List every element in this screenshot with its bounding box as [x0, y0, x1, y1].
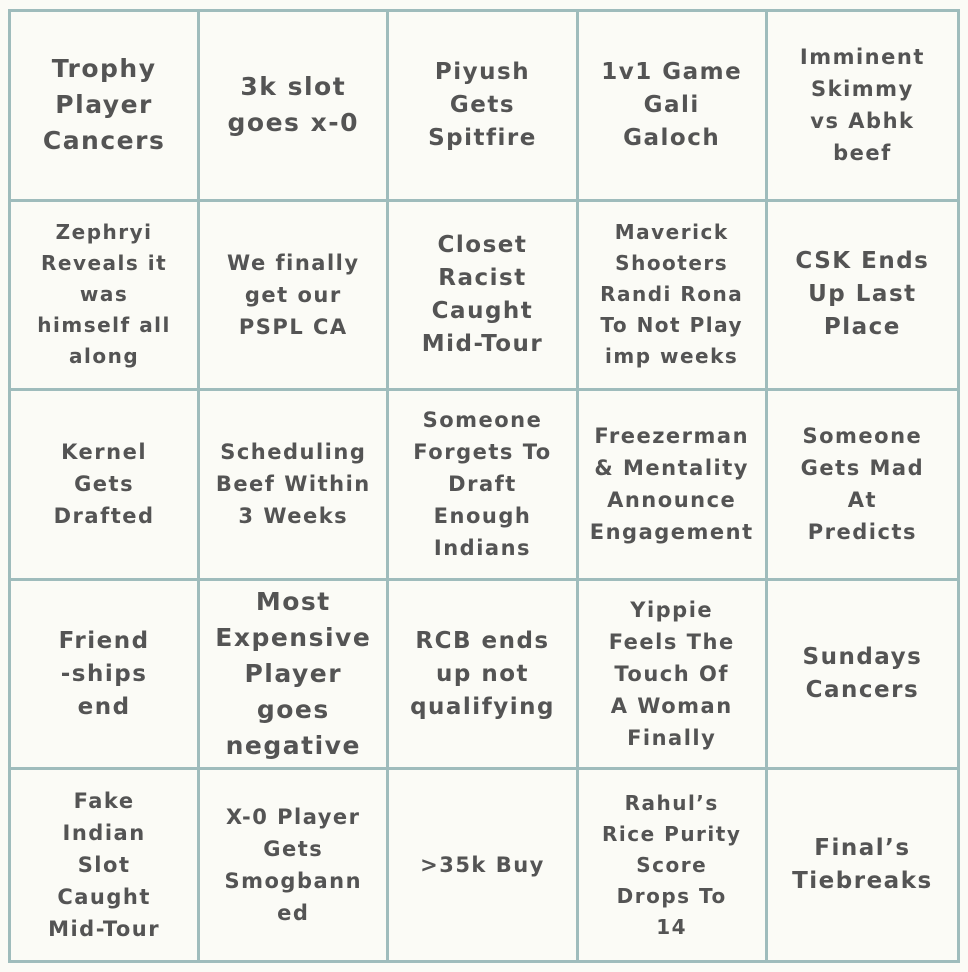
- bingo-cell-r4c4[interactable]: [579, 581, 768, 771]
- bingo-cell-text: Sundays Cancers: [802, 644, 923, 704]
- bingo-cell-r4c2[interactable]: [200, 581, 389, 771]
- bingo-cell-text: Most Expensive Player goes negative: [215, 587, 372, 761]
- bingo-cell-r3c1[interactable]: [11, 391, 200, 581]
- bingo-cell-text: Final’s Tiebreaks: [792, 835, 933, 895]
- bingo-cell-r5c5[interactable]: [768, 770, 957, 960]
- bingo-cell-r3c4[interactable]: [579, 391, 768, 581]
- bingo-cell-text: 3k slot goes x-0: [227, 72, 360, 138]
- bingo-cell-r2c2[interactable]: [200, 202, 389, 392]
- bingo-cell-r1c4[interactable]: [579, 12, 768, 202]
- bingo-cell-r5c2[interactable]: [200, 770, 389, 960]
- bingo-cell-r3c5[interactable]: [768, 391, 957, 581]
- bingo-cell-text: Zephryi Reveals it was himself all along: [37, 220, 171, 369]
- bingo-cell-text: >35k Buy: [420, 853, 545, 878]
- bingo-cell-text: Someone Gets Mad At Predicts: [800, 424, 925, 545]
- bingo-cell-text: X-0 Player Gets Smogbann ed: [224, 805, 363, 926]
- bingo-cell-text: CSK Ends Up Last Place: [795, 248, 930, 341]
- bingo-cell-r3c2[interactable]: [200, 391, 389, 581]
- bingo-cell-r2c3[interactable]: [389, 202, 578, 392]
- bingo-cell-r5c3[interactable]: [389, 770, 578, 960]
- bingo-cell-r4c3[interactable]: [389, 581, 578, 771]
- bingo-cell-text: We finally get our PSPL CA: [227, 250, 360, 339]
- bingo-cell-text: Imminent Skimmy vs Abhk beef: [799, 45, 925, 166]
- bingo-cell-text: Kernel Gets Drafted: [53, 440, 155, 529]
- bingo-cell-text: Rahul’s Rice Purity Score Drops To 14: [602, 790, 742, 939]
- bingo-cell-r4c1[interactable]: [11, 581, 200, 771]
- bingo-cell-text: Friend -ships end: [58, 627, 150, 720]
- bingo-cell-r2c4[interactable]: [579, 202, 768, 392]
- bingo-cell-r4c5[interactable]: [768, 581, 957, 771]
- bingo-board: [8, 9, 960, 963]
- bingo-cell-text: 1v1 Game Gali Galoch: [601, 58, 743, 151]
- bingo-cell-r1c3[interactable]: [389, 12, 578, 202]
- bingo-cell-r2c5[interactable]: [768, 202, 957, 392]
- bingo-cell-text: Fake Indian Slot Caught Mid-Tour: [48, 789, 161, 942]
- bingo-cell-r3c3[interactable]: [389, 391, 578, 581]
- bingo-cell-text: Yippie Feels The Touch Of A Woman Finally: [608, 598, 735, 751]
- bingo-cell-text: Someone Forgets To Draft Enough Indians: [413, 408, 552, 561]
- bingo-cell-r1c5[interactable]: [768, 12, 957, 202]
- bingo-cell-text: Piyush Gets Spitfire: [428, 58, 537, 151]
- bingo-cell-text: Trophy Player Cancers: [42, 54, 166, 156]
- bingo-cell-text: Freezerman & Mentality Announce Engagement: [589, 424, 754, 545]
- bingo-cell-text: RCB ends up not qualifying: [410, 627, 555, 720]
- bingo-cell-r5c1[interactable]: [11, 770, 200, 960]
- bingo-cell-r1c2[interactable]: [200, 12, 389, 202]
- bingo-cell-text: Scheduling Beef Within 3 Weeks: [215, 440, 371, 529]
- bingo-cell-r2c1[interactable]: [11, 202, 200, 392]
- bingo-cell-r5c4[interactable]: [579, 770, 768, 960]
- bingo-cell-text: Closet Racist Caught Mid-Tour: [421, 231, 544, 357]
- bingo-cell-text: Maverick Shooters Randi Rona To Not Play imp weeks: [600, 220, 744, 369]
- bingo-cell-r1c1[interactable]: [11, 12, 200, 202]
